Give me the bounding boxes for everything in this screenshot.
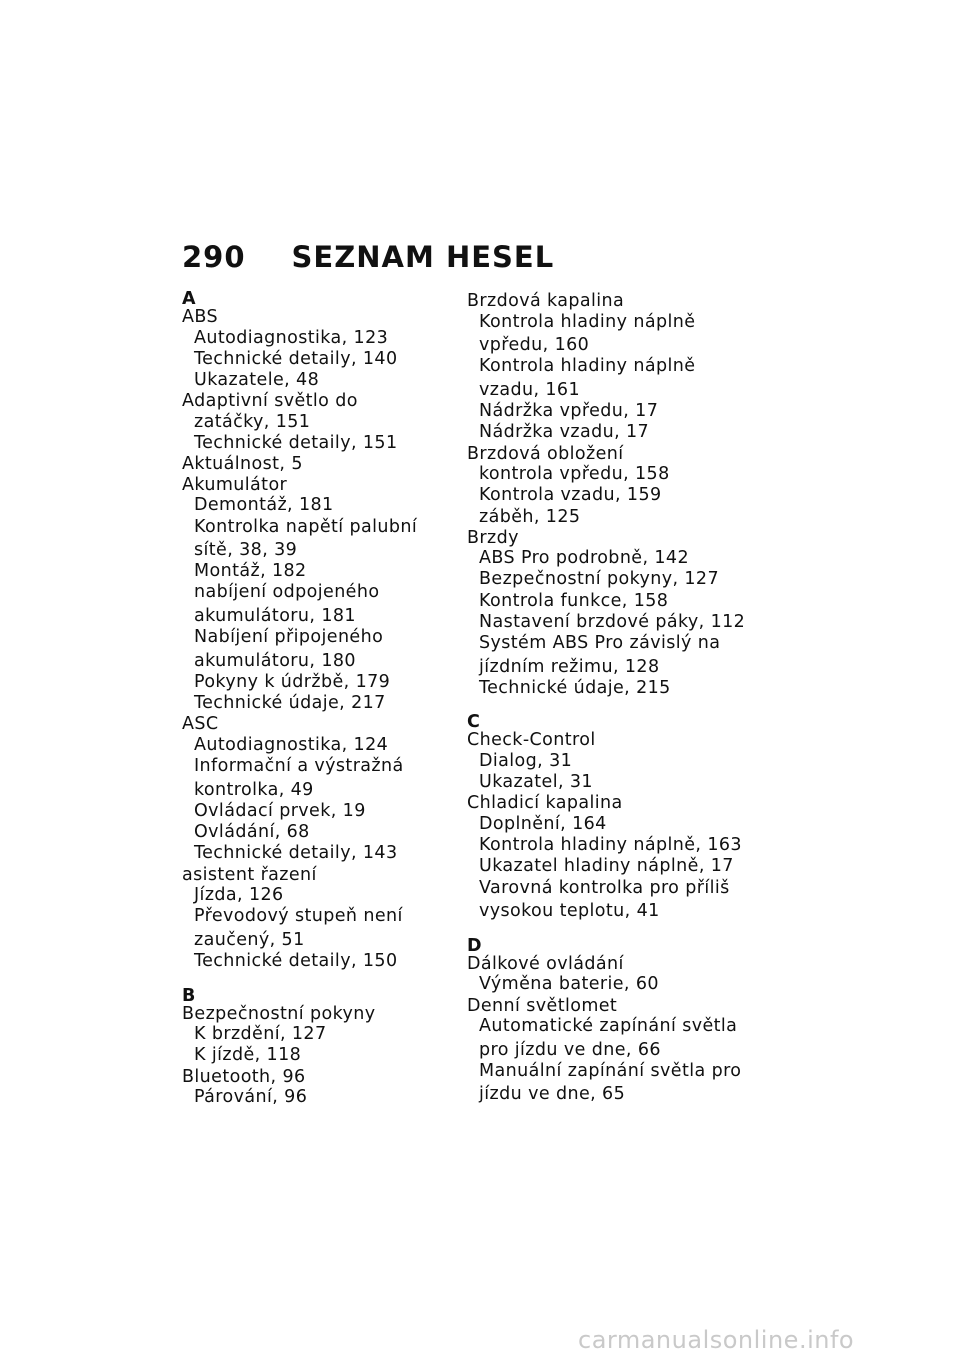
index-subentry-line: zaučený, 51 [194,929,305,950]
index-term: ASC [182,714,219,735]
index-subentry-line: Ovládací prvek, 19 [194,800,366,821]
index-subentry-line: jízdu ve dne, 65 [479,1084,626,1105]
index-term: Denní světlomet [467,995,618,1016]
index-entry [467,291,747,443]
index-subentry-line: K brzdění, 127 [194,1024,327,1045]
index-subentry [182,495,442,516]
index-entry [182,865,442,972]
index-subentry [467,569,747,590]
index-subentry [467,1061,747,1105]
index-subentry-line: Technické detaily, 143 [194,843,398,864]
index-subentry-line: Technické detaily, 151 [194,432,398,453]
index-subentry [182,328,442,349]
index-letter-heading: C [467,712,481,733]
index-entry [182,1004,442,1066]
index-subentry [182,843,442,864]
index-subentry-line: Doplnění, 164 [479,813,607,834]
index-letter-heading: D [467,935,482,956]
index-entry [182,454,442,475]
index-subentry [467,485,747,506]
index-subentry-line: akumulátoru, 181 [194,606,356,627]
index-subentry-line: Technické údaje, 215 [479,677,671,698]
index-subentry-line: Nabíjení připojeného [194,627,384,648]
index-subentry-line: nabíjení odpojeného [194,582,380,603]
index-subentry-line: pro jízdu ve dne, 66 [479,1039,661,1060]
index-letter-heading: A [182,289,196,309]
index-subentry [182,1045,442,1066]
index-subentry [467,633,747,677]
index-subentry-line: Pokyny k údržbě, 179 [194,672,391,693]
index-subentry [182,885,442,906]
index-subentry [467,856,747,877]
index-term: Akumulátor [182,474,288,495]
index-subentry-line: Nádržka vzadu, 17 [479,422,650,443]
index-subentry-line: akumulátoru, 180 [194,650,356,671]
index-subentry-line: ABS Pro podrobně, 142 [479,548,690,569]
index-subentry-line: Ukazatel hladiny náplně, 17 [479,856,734,877]
index-subentry [182,349,442,370]
index-subentry-line: Kontrolka napětí palubní [194,516,418,537]
index-subentry-line: Varovná kontrolka pro příliš [479,877,730,898]
index-subentry [467,974,747,995]
index-subentry-line: Bezpečnostní pokyny, 127 [479,569,720,590]
index-subentry-line: jízdním režimu, 128 [479,656,660,677]
index-subentry-line: Autodiagnostika, 124 [194,735,389,755]
index-column-left [182,291,442,1108]
index-letter-heading: B [182,985,196,1006]
index-subentry [182,1024,442,1045]
index-subentry [467,772,747,793]
index-term: Aktuálnost, 5 [182,454,303,475]
index-entry [182,391,442,453]
index-subentry [182,735,442,756]
index-term: Bezpečnostní pokyny [182,1003,376,1024]
index-subentry-line: Kontrola hladiny náplně [479,311,696,332]
index-subentry-line: Párování, 96 [194,1087,308,1108]
index-subentry [182,370,442,391]
page-header [182,240,554,280]
index-subentry-line: Montáž, 182 [194,561,307,582]
index-term: Check-Control [467,730,596,751]
index-term: zatáčky, 151 [194,411,311,432]
index-subentry-line: Ukazatele, 48 [194,369,320,390]
watermark-text: carmanualsonline.info [578,1326,855,1354]
index-term: asistent řazení [182,864,317,885]
index-column-right [467,291,747,1106]
index-subentry [182,906,442,950]
index-entry [467,528,747,699]
index-term: Brzdová kapalina [467,291,625,311]
index-subentry [467,1016,747,1060]
index-subentry [467,312,747,356]
index-subentry-line: Informační a výstražná [194,756,404,777]
index-term: Adaptivní světlo do [182,391,358,412]
index-subentry [467,835,747,856]
index-subentry [467,591,747,612]
index-subentry-line: Nastavení brzdové páky, 112 [479,611,746,632]
index-subentry [467,612,747,633]
index-subentry [467,356,747,400]
index-subentry-line: vzadu, 161 [479,379,580,400]
index-subentry [182,822,442,843]
index-entry [467,444,747,528]
index-entry [182,1067,442,1108]
index-subentry [182,627,442,671]
index-subentry [467,548,747,569]
index-subentry-line: Ovládání, 68 [194,822,310,843]
index-entry [467,954,747,995]
index-subentry [182,582,442,626]
index-subentry [467,507,747,528]
index-subentry [467,678,747,699]
index-subentry [467,464,747,485]
index-subentry-line: Kontrola hladiny náplně, 163 [479,835,742,856]
index-subentry [182,693,442,714]
index-entry [182,307,442,391]
index-subentry-line: Demontáž, 181 [194,495,334,516]
index-subentry [182,561,442,582]
index-subentry [467,401,747,422]
index-entry [182,714,442,864]
index-subentry-line: Manuální zapínání světla pro [479,1060,742,1081]
index-entry [467,730,747,792]
index-subentry [467,878,747,922]
page-title: SEZNAM HESEL [291,240,555,274]
page-number: 290 [182,240,246,274]
index-subentry [182,756,442,800]
index-subentry-line: Kontrola hladiny náplně [479,356,696,377]
index-subentry-line: Dialog, 31 [479,751,573,771]
index-subentry-line: Kontrola funkce, 158 [479,590,669,611]
index-subentry-line: kontrolka, 49 [194,779,314,800]
index-entry [182,475,442,714]
index-subentry-line: Automatické zapínání světla [479,1016,738,1037]
index-term: ABS [182,307,218,327]
index-term: Dálkové ovládání [467,953,624,974]
index-subentry-line: Systém ABS Pro závislý na [479,633,721,654]
index-term: Bluetooth, 96 [182,1066,306,1087]
index-subentry-line: Kontrola vzadu, 159 [479,485,662,506]
index-term: Chladicí kapalina [467,793,623,814]
index-subentry-line: vpředu, 160 [479,335,590,356]
index-subentry-line: sítě, 38, 39 [194,540,298,561]
index-subentry-line: záběh, 125 [479,506,581,527]
index-subentry-line: Technické údaje, 217 [194,693,386,714]
index-subentry [467,751,747,772]
index-subentry-line: Technické detaily, 140 [194,348,398,369]
index-entry [467,793,747,921]
index-subentry [467,814,747,835]
index-subentry-line: Autodiagnostika, 123 [194,327,389,348]
index-subentry [182,433,442,454]
index-subentry-line: Převodový stupeň není [194,906,403,927]
index-entry [467,996,747,1106]
index-subentry-line: Nádržka vpředu, 17 [479,401,659,422]
index-subentry [182,517,442,561]
index-subentry-line: Ukazatel, 31 [479,772,593,793]
index-subentry-line: vysokou teplotu, 41 [479,901,660,922]
index-subentry [182,672,442,693]
index-subentry-line: Jízda, 126 [194,885,284,906]
index-term: Brzdová obložení [467,443,624,464]
index-subentry [182,801,442,822]
index-term: Brzdy [467,527,519,548]
index-subentry [467,422,747,443]
index-subentry [182,951,442,972]
index-subentry-line: K jízdě, 118 [194,1045,302,1066]
index-subentry-line: kontrola vpředu, 158 [479,464,670,485]
index-subentry-line: Technické detaily, 150 [194,951,398,972]
index-subentry [182,1087,442,1108]
index-subentry-line: Výměna baterie, 60 [479,974,659,995]
